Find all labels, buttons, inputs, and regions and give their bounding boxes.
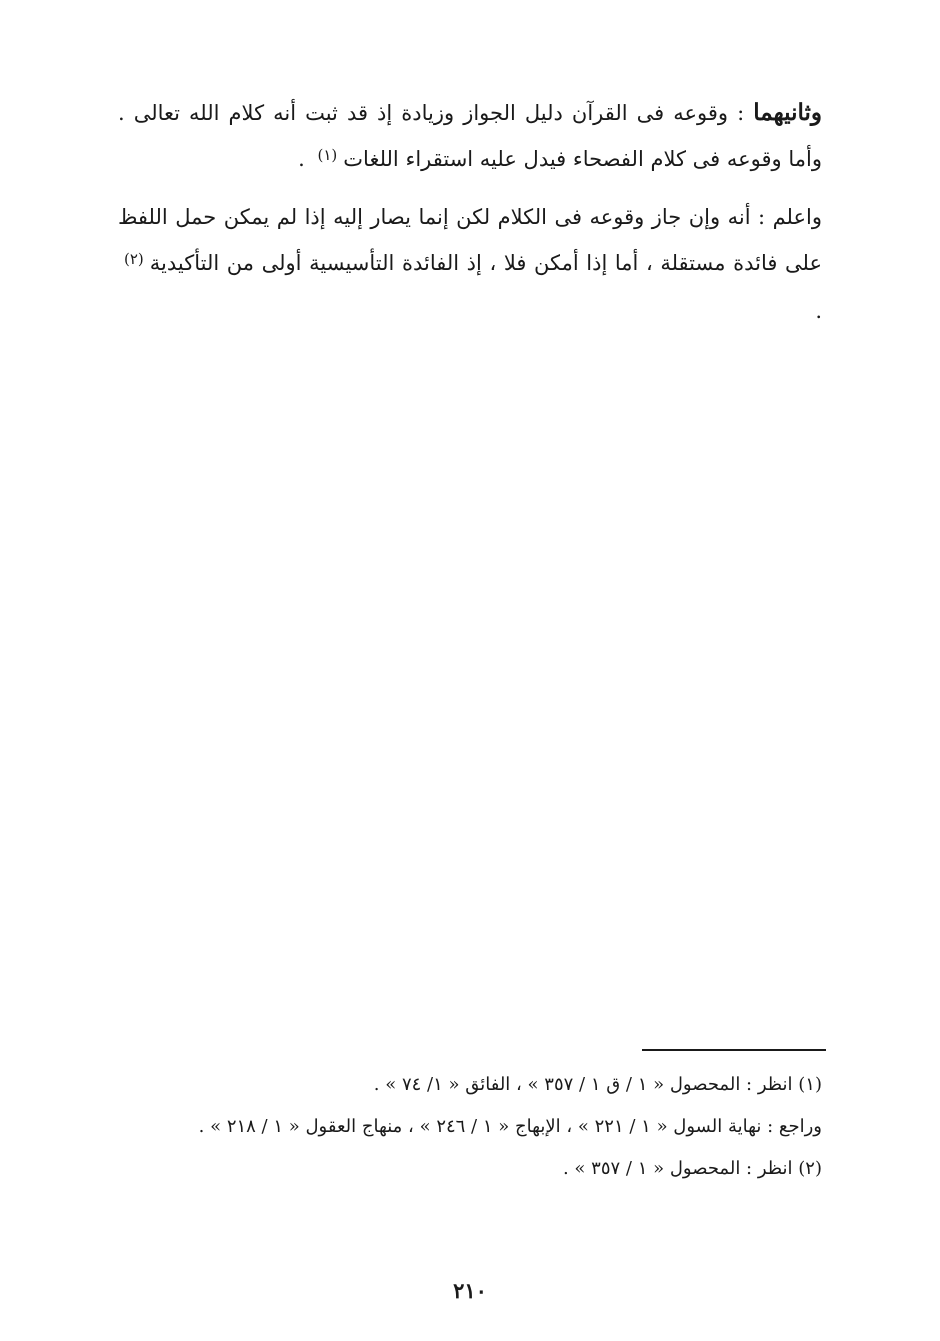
footnote-reference-2[interactable]: (٢) [124,250,144,268]
footnote-1: (١) انظر : المحصول « ١ / ق ١ / ٣٥٧ » ، الفائق « ١/ ٧٤ » . [373,1074,822,1095]
paragraph-body: : وقوعه فى القرآن دليل الجواز وزيادة إذ قد ثبت أنه كلام الله تعالى . وأما وقوعه فى كلام الفصحاء فيدل عليه استقراء اللغات [118,101,822,171]
main-text [118,90,822,334]
paragraph-end: . [815,299,822,323]
footnote-reference-1[interactable]: (١) [317,146,338,164]
paragraph-second-reason [118,90,822,184]
footnote-2: (٢) انظر : المحصول « ١ / ٣٥٧ » . [562,1158,822,1179]
paragraph-end: . [298,147,312,171]
footnote-1-continued: وراجع : نهاية السول « ١ / ٢٢١ » ، الإبهاج « ١ / ٢٤٦ » ، منهاج العقول « ١ / ٢١٨ » . [198,1116,822,1137]
paragraph-lead-word: وثانيهما [753,99,822,126]
footnotes [118,1066,822,1188]
paragraph-know-that [118,194,822,334]
page-number: ٢١٠ [453,1278,487,1303]
paragraph-body: واعلم : أنه وإن جاز وقوعه فى الكلام لكن إنما يصار إليه إذا لم يمكن حمل اللفظ على فائدة مستقلة ، أما إذا أمكن فلا ، إذ الفائدة التأسيسية أولى من التأكيدية [118,205,822,275]
footnote-separator [642,1049,826,1051]
